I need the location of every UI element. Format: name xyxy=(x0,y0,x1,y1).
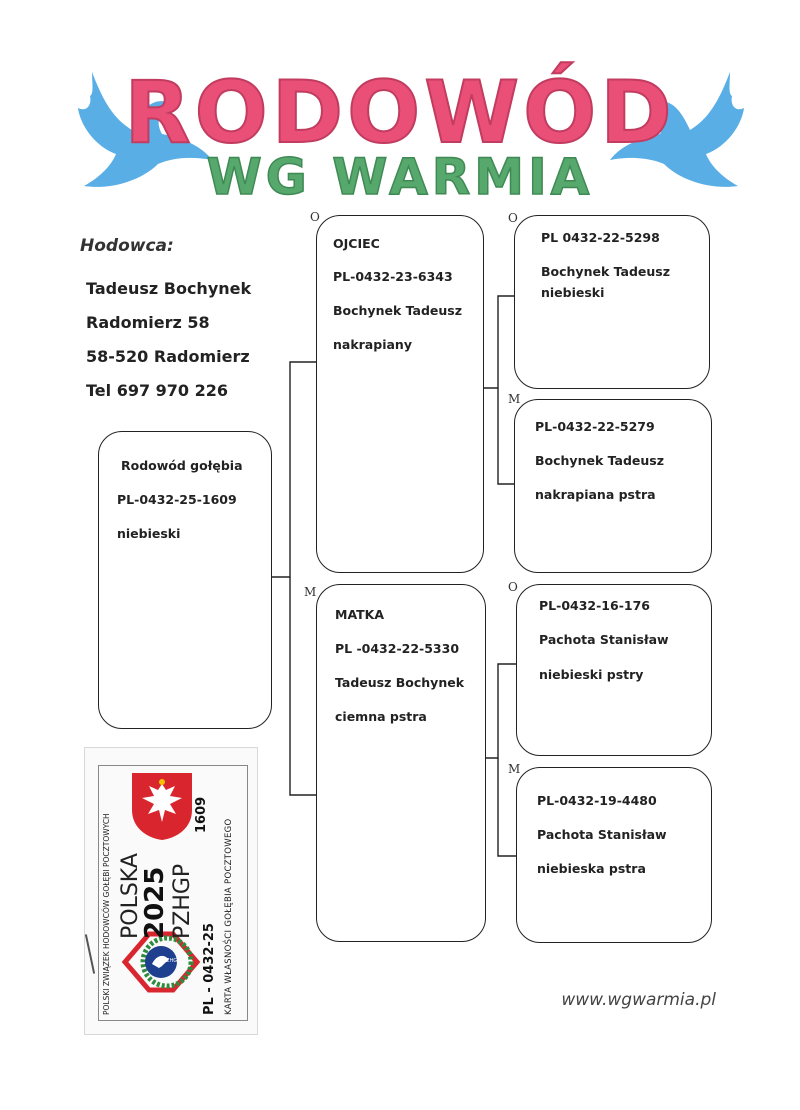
page-subtitle: WG WARMIA xyxy=(206,148,594,206)
fm-marker: M xyxy=(508,392,521,406)
ff-box xyxy=(514,215,710,389)
father-owner: Bochynek Tadeusz xyxy=(333,303,463,318)
mother-marker: M xyxy=(304,585,317,599)
fm-ring: PL-0432-22-5279 xyxy=(535,419,655,434)
card-union: POLSKI ZWIĄZEK HODOWCÓW GOŁĘBI POCZTOWYCH xyxy=(102,813,111,1015)
mm-ring: PL-0432-19-4480 xyxy=(537,793,657,808)
mm-marker: M xyxy=(508,762,521,776)
father-box xyxy=(316,215,484,573)
father-color: nakrapiany xyxy=(333,337,412,352)
card-number: 1609 xyxy=(194,796,209,833)
website-link[interactable]: www.wgwarmia.pl xyxy=(561,990,716,1010)
father-marker: O xyxy=(310,210,320,224)
ff-color: niebieski xyxy=(541,285,605,300)
father-ring: PL-0432-23-6343 xyxy=(333,269,453,284)
fm-color: nakrapiana pstra xyxy=(535,487,656,502)
pigeon-box xyxy=(98,431,272,729)
father-heading: OJCIEC xyxy=(333,236,380,251)
breeder-phone: Tel 697 970 226 xyxy=(86,381,229,400)
mother-color: ciemna pstra xyxy=(335,709,427,724)
mf-box xyxy=(516,584,712,756)
ff-owner: Bochynek Tadeusz xyxy=(541,264,671,279)
pigeon-color: niebieski xyxy=(117,526,181,541)
breeder-city: 58-520 Radomierz xyxy=(86,347,250,366)
card-ring: PL - 0432-25 xyxy=(202,923,217,1015)
fm-owner: Bochynek Tadeusz xyxy=(535,453,665,468)
ff-marker: O xyxy=(508,211,518,225)
mm-box xyxy=(516,767,712,943)
breeder-label: Hodowca: xyxy=(80,236,174,256)
ownership-card xyxy=(84,747,258,1035)
mf-color: niebieski pstry xyxy=(539,667,644,682)
card-org: PZHGP xyxy=(170,863,195,939)
page-title: RODOWÓD xyxy=(124,63,676,163)
ff-ring: PL 0432-22-5298 xyxy=(541,230,660,245)
pigeon-ring: PL-0432-25-1609 xyxy=(117,492,237,507)
mm-owner: Pachota Stanisław xyxy=(537,827,667,842)
mother-box xyxy=(316,584,486,942)
mf-owner: Pachota Stanisław xyxy=(539,632,669,647)
card-caption: KARTA WŁASNOŚCI GOŁĘBIA POCZTOWEGO xyxy=(224,818,234,1015)
pzhgp-logo-text: PZHGP xyxy=(163,958,181,964)
mother-owner: Tadeusz Bochynek xyxy=(335,675,465,690)
card-country: POLSKA xyxy=(118,853,143,939)
mother-heading: MATKA xyxy=(335,607,385,622)
mm-color: niebieska pstra xyxy=(537,861,646,876)
card-year: 2025 xyxy=(140,866,170,939)
breeder-name: Tadeusz Bochynek xyxy=(86,279,252,298)
breeder-street: Radomierz 58 xyxy=(86,313,210,332)
mf-marker: O xyxy=(508,580,518,594)
mother-ring: PL -0432-22-5330 xyxy=(335,641,460,656)
mf-ring: PL-0432-16-176 xyxy=(539,598,650,613)
fm-box xyxy=(514,399,712,573)
pigeon-heading: Rodowód gołębia xyxy=(121,458,243,473)
